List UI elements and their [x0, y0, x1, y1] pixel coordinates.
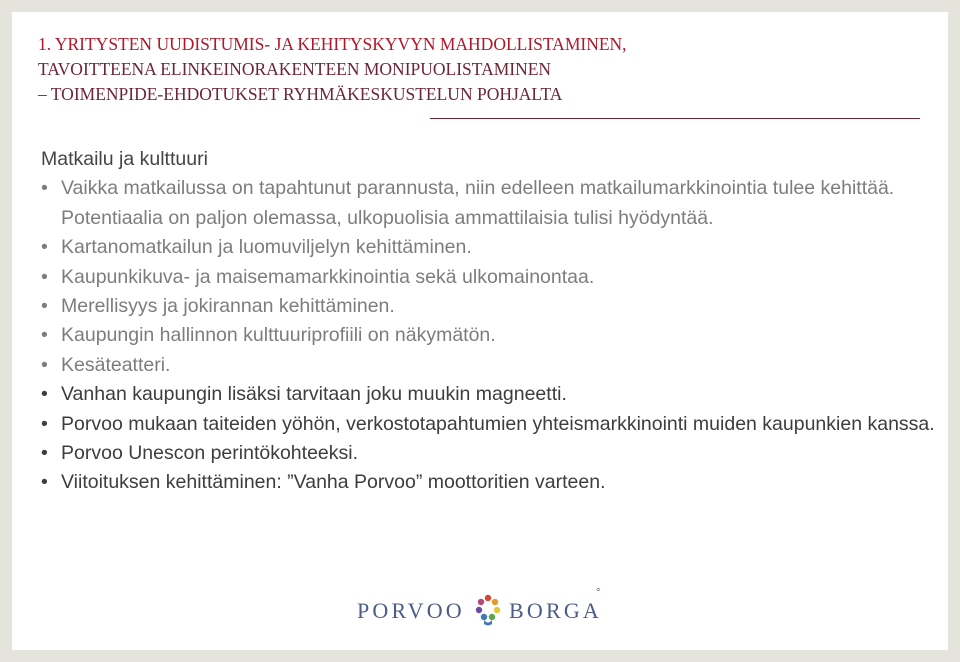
list-item: [41, 468, 941, 497]
bullet-list: [41, 174, 941, 497]
slide-title: [38, 32, 918, 107]
list-item-text: Kaupungin hallinnon kulttuuriprofiili on näkymätön.: [61, 324, 496, 347]
list-item-text: Viitoituksen kehittäminen: ”Vanha Porvoo” moottoritien varteen.: [61, 471, 606, 494]
list-item: [41, 233, 941, 262]
bullet-icon: •: [41, 265, 48, 288]
list-item-text: Vaikka matkailussa on tapahtunut parannusta, niin edelleen matkailumarkkinointia tulee kehittää. Potentiaalia on paljon olemassa, ulkopuolisia ammattilaisia tulisi hyödyntää.: [61, 177, 895, 229]
bullet-icon: •: [41, 295, 48, 318]
bullet-icon: •: [41, 383, 48, 406]
slide: [12, 12, 948, 650]
bullet-icon: •: [41, 177, 48, 200]
bullet-icon: •: [41, 412, 48, 435]
title-divider: [430, 118, 920, 119]
section-heading: Matkailu ja kulttuuri: [41, 148, 208, 170]
list-item: [41, 263, 941, 292]
list-item-text: Kartanomatkailun ja luomuviljelyn kehittäminen.: [61, 236, 472, 259]
list-item: [41, 292, 941, 321]
bullet-icon: •: [41, 353, 48, 376]
bullet-icon: •: [41, 442, 48, 465]
porvoo-borga-logo: [357, 587, 617, 628]
list-item: [41, 351, 941, 380]
list-item: [41, 174, 941, 233]
logo-word-borga: BORGA: [509, 598, 603, 623]
list-item-text: Kaupunkikuva- ja maisemamarkkinointia sekä ulkomainontaa.: [61, 265, 595, 288]
porvoo-emblem-icon: [470, 591, 506, 627]
list-item-text: Kesäteatteri.: [61, 353, 171, 376]
logo-ring-mark: °: [596, 587, 601, 599]
bullet-icon: •: [41, 324, 48, 347]
list-item: [41, 439, 941, 468]
list-item: [41, 380, 941, 409]
list-item: [41, 410, 941, 439]
slide-content: [41, 145, 941, 498]
list-item-text: Vanhan kaupungin lisäksi tarvitaan joku muukin magneetti.: [61, 383, 567, 406]
bullet-icon: •: [41, 236, 48, 259]
list-item: [41, 321, 941, 350]
title-line-1: 1. YRITYSTEN UUDISTUMIS- JA KEHITYSKYVYN MAHDOLLISTAMINEN,: [38, 34, 627, 54]
bullet-icon: •: [41, 471, 48, 494]
list-item-text: Porvoo mukaan taiteiden yöhön, verkostotapahtumien yhteismarkkinointi muiden kaupunkien kanssa.: [61, 412, 935, 435]
title-line-2: TAVOITTEENA ELINKEINORAKENTEEN MONIPUOLISTAMINEN: [38, 59, 552, 79]
list-item-text: Merellisyys ja jokirannan kehittäminen.: [61, 295, 395, 318]
title-line-3: – TOIMENPIDE-EHDOTUKSET RYHMÄKESKUSTELUN POHJALTA: [38, 84, 563, 104]
list-item-text: Porvoo Unescon perintökohteeksi.: [61, 442, 359, 465]
logo-word-porvoo: PORVOO: [357, 598, 465, 623]
